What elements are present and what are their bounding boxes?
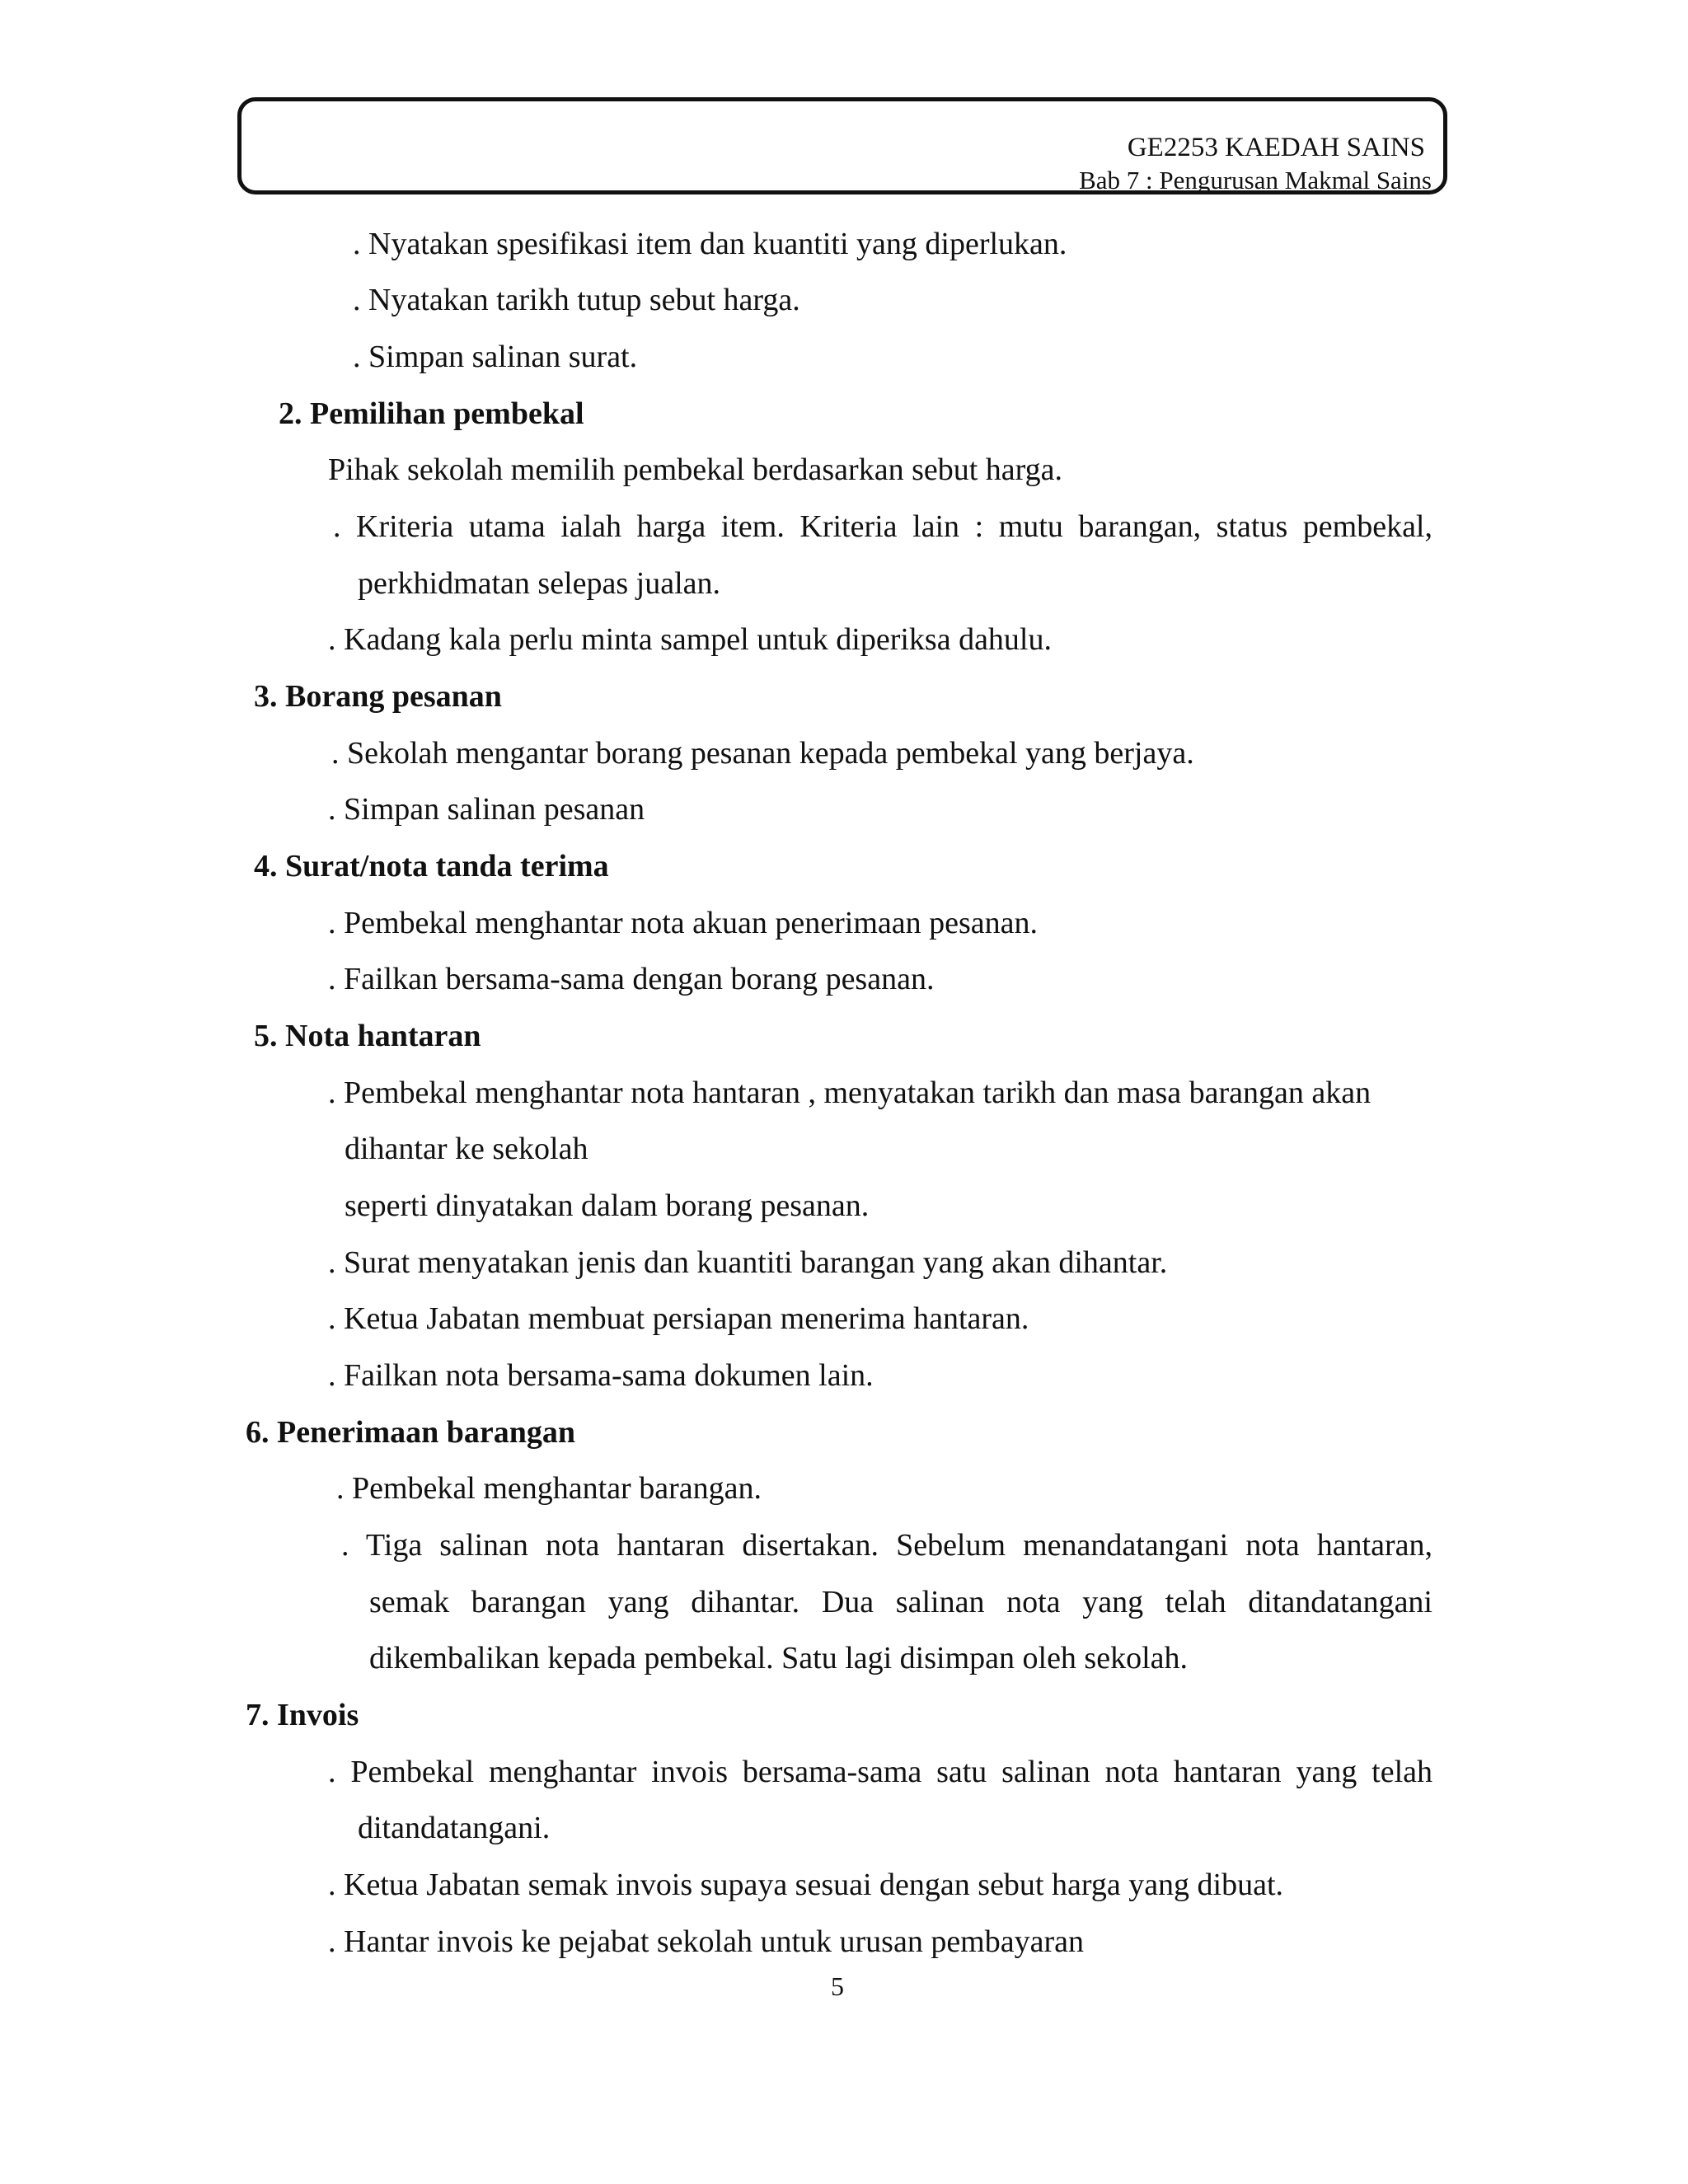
bullet-item: . Hantar invois ke pejabat sekolah untuk urusan pembayaran bbox=[328, 1924, 1084, 1959]
bullet-continuation: seperti dinyatakan dalam borang pesanan. bbox=[345, 1188, 870, 1223]
bullet-continuation: dihantar ke sekolah bbox=[345, 1132, 588, 1166]
bullet-item: . Failkan bersama-sama dengan borang pesanan. bbox=[328, 962, 935, 996]
bullet-item: . Surat menyatakan jenis dan kuantiti barangan yang akan dihantar. bbox=[328, 1245, 1168, 1280]
bullet-continuation: perkhidmatan selepas jualan. bbox=[358, 566, 721, 601]
bullet-item: . Nyatakan spesifikasi item dan kuantiti yang diperlukan. bbox=[353, 227, 1067, 261]
bullet-item: . Ketua Jabatan membuat persiapan menerima hantaran. bbox=[328, 1301, 1029, 1336]
chapter-title: Bab 7 : Pengurusan Makmal Sains bbox=[1079, 166, 1432, 194]
section-heading: 5. Nota hantaran bbox=[254, 1019, 481, 1053]
section-heading: 4. Surat/nota tanda terima bbox=[254, 849, 609, 883]
section-heading: 3. Borang pesanan bbox=[254, 679, 502, 714]
paragraph-text: Pihak sekolah memilih pembekal berdasarkan sebut harga. bbox=[328, 452, 1062, 487]
bullet-continuation: ditandatangani. bbox=[358, 1811, 551, 1845]
section-heading: 2. Pemilihan pembekal bbox=[279, 396, 584, 431]
bullet-item: . Simpan salinan surat. bbox=[353, 340, 638, 374]
bullet-item: . Pembekal menghantar nota hantaran , menyatakan tarikh dan masa barangan akan bbox=[328, 1076, 1372, 1110]
course-code-title: GE2253 KAEDAH SAINS bbox=[1127, 133, 1425, 162]
page-number: 5 bbox=[831, 1971, 844, 2001]
bullet-item: . Tiga salinan nota hantaran disertakan. Sebelum menandatangani nota hantaran, bbox=[341, 1528, 1432, 1563]
bullet-item: . Failkan nota bersama-sama dokumen lain. bbox=[328, 1358, 874, 1393]
bullet-item: . Simpan salinan pesanan bbox=[328, 792, 645, 827]
section-heading: 6. Penerimaan barangan bbox=[246, 1415, 576, 1450]
bullet-continuation: semak barangan yang dihantar. Dua salinan nota yang telah ditandatangani bbox=[369, 1585, 1432, 1619]
bullet-item: . Pembekal menghantar barangan. bbox=[336, 1471, 762, 1506]
section-heading: 7. Invois bbox=[246, 1698, 359, 1732]
bullet-item: . Pembekal menghantar invois bersama-sama satu salinan nota hantaran yang telah bbox=[328, 1755, 1432, 1789]
bullet-item: . Pembekal menghantar nota akuan penerimaan pesanan. bbox=[328, 906, 1038, 940]
bullet-item: . Kriteria utama ialah harga item. Kriteria lain : mutu barangan, status pembekal, bbox=[333, 509, 1432, 544]
bullet-item: . Kadang kala perlu minta sampel untuk diperiksa dahulu. bbox=[328, 622, 1052, 657]
bullet-item: . Sekolah mengantar borang pesanan kepada pembekal yang berjaya. bbox=[331, 736, 1194, 771]
page-header-box bbox=[237, 97, 1447, 194]
bullet-continuation: dikembalikan kepada pembekal. Satu lagi disimpan oleh sekolah. bbox=[369, 1641, 1189, 1675]
bullet-item: . Nyatakan tarikh tutup sebut harga. bbox=[353, 283, 800, 317]
bullet-item: . Ketua Jabatan semak invois supaya sesuai dengan sebut harga yang dibuat. bbox=[328, 1868, 1284, 1902]
